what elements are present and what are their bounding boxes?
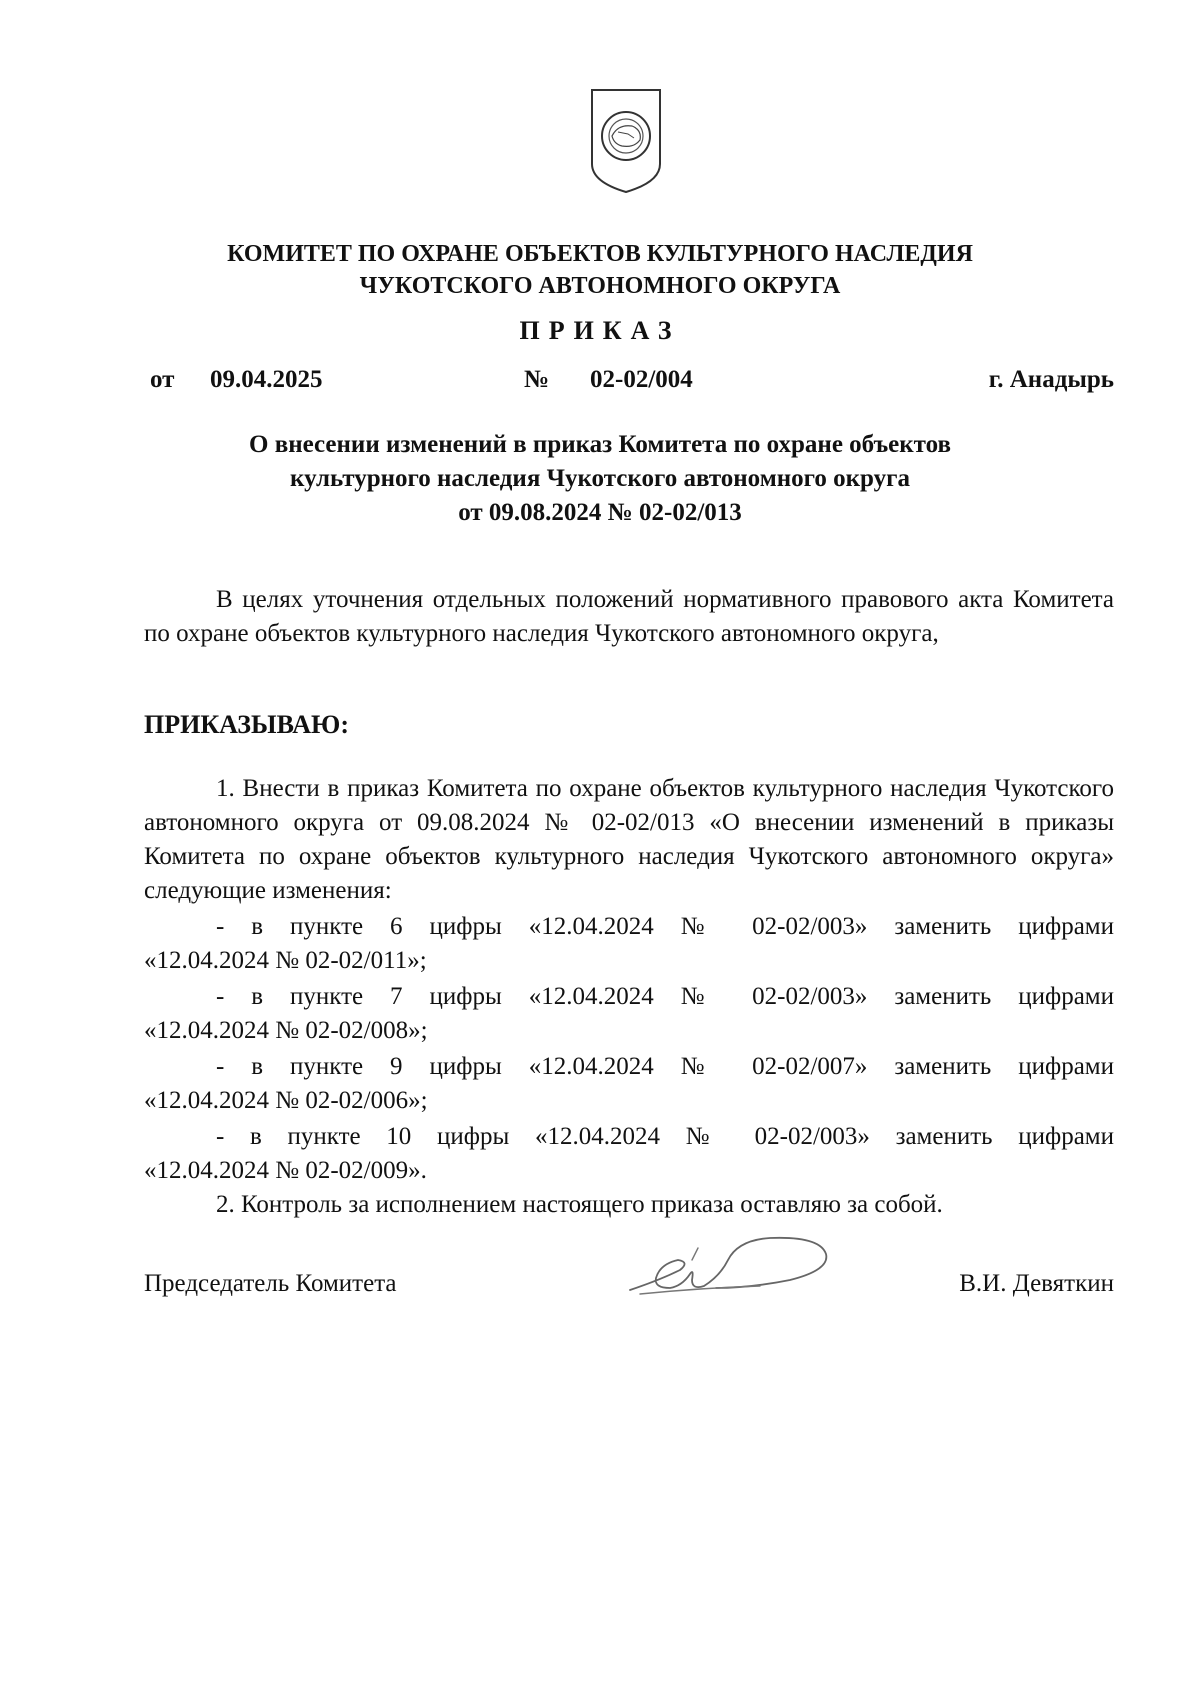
organization-name — [0, 238, 1200, 302]
order-subject — [0, 428, 1200, 530]
change-item — [144, 1050, 1114, 1118]
subject-line-3: от 09.08.2024 № 02-02/013 — [458, 499, 742, 526]
change-line-1: - в пункте 9 цифры «12.04.2024 № 02-02/007» заменить цифрами — [216, 1053, 1114, 1080]
change-line-1: - в пункте 6 цифры «12.04.2024 № 02-02/003» заменить цифрами — [216, 913, 1114, 940]
signature-icon — [620, 1230, 850, 1310]
org-line-1: КОМИТЕТ ПО ОХРАНЕ ОБЪЕКТОВ КУЛЬТУРНОГО НАСЛЕДИЯ — [227, 241, 973, 267]
preamble: В целях уточнения отдельных положений нормативного правового акта Комитета по охране объектов культурного наследия Чукотского автономного округа, — [144, 586, 1114, 647]
change-line-2: «12.04.2024 № 02-02/008»; — [144, 1017, 428, 1044]
decree-word: ПРИКАЗЫВАЮ: — [144, 710, 349, 739]
change-line-2: «12.04.2024 № 02-02/006»; — [144, 1087, 428, 1114]
coat-of-arms-icon — [588, 86, 664, 194]
change-item — [144, 1120, 1114, 1188]
signatory-position: Председатель Комитета — [144, 1270, 397, 1297]
subject-line-1: О внесении изменений в приказ Комитета по охране объектов — [249, 431, 951, 458]
org-line-2: ЧУКОТСКОГО АВТОНОМНОГО ОКРУГА — [359, 273, 841, 299]
change-item — [144, 980, 1114, 1048]
change-line-1: - в пункте 10 цифры «12.04.2024 № 02-02/003» заменить цифрами — [216, 1123, 1114, 1150]
subject-line-2: культурного наследия Чукотского автономного округа — [290, 465, 910, 492]
document-type: ПРИКАЗ — [519, 316, 681, 345]
change-item — [144, 910, 1114, 978]
number-label: № — [524, 366, 550, 393]
item-1: 1. Внести в приказ Комитета по охране объектов культурного наследия Чукотского автономного округа от 09.08.2024 № 02-02/013 «О внесении изменений в приказы Комитета по охране объектов культурного наследия Чукотского автономного округа» следующие изменения: — [144, 775, 1114, 904]
change-line-2: «12.04.2024 № 02-02/011»; — [144, 947, 427, 974]
order-date: 09.04.2025 — [210, 366, 323, 393]
city: г. Анадырь — [988, 366, 1114, 393]
order-number: 02-02/004 — [590, 366, 693, 393]
from-label: от — [150, 366, 175, 393]
change-line-2: «12.04.2024 № 02-02/009». — [144, 1157, 427, 1184]
item-2: 2. Контроль за исполнением настоящего приказа оставляю за собой. — [216, 1191, 943, 1218]
order-items — [144, 772, 1114, 1222]
signatory-name: В.И. Девяткин — [959, 1270, 1114, 1297]
change-line-1: - в пункте 7 цифры «12.04.2024 № 02-02/003» заменить цифрами — [216, 983, 1114, 1010]
